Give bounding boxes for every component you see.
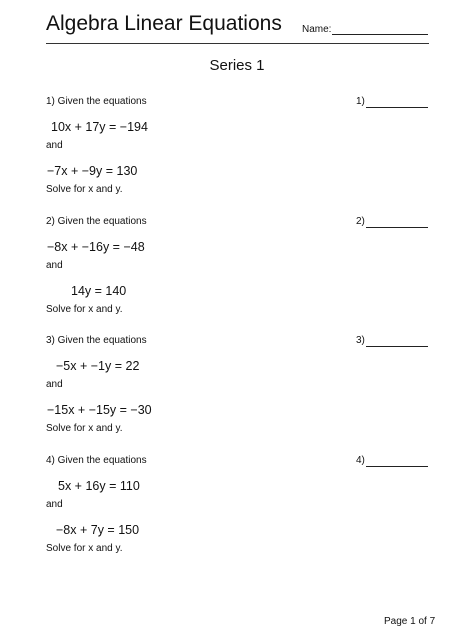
equation-1: 10x + 17y = −194 <box>51 120 148 134</box>
problem-1 <box>0 96 474 206</box>
equation-1: −5x + −1y = 22 <box>56 359 140 373</box>
series-title: Series 1 <box>209 57 265 74</box>
equation-2: −7x + −9y = 130 <box>47 164 138 178</box>
problem-3 <box>0 335 474 445</box>
equation-2: 14y = 140 <box>71 284 127 298</box>
equation-2: −8x + 7y = 150 <box>56 523 140 537</box>
problem-heading: 2) Given the equations <box>46 216 147 227</box>
and-text: and <box>46 260 63 271</box>
answer-line[interactable] <box>366 227 428 228</box>
and-text: and <box>46 140 63 151</box>
page-number: Page 1 of 7 <box>384 616 436 627</box>
solve-instruction: Solve for x and y. <box>46 184 123 195</box>
answer-label: 3) <box>356 335 365 346</box>
answer-label: 4) <box>356 455 365 466</box>
and-text: and <box>46 379 63 390</box>
equation-1: −8x + −16y = −48 <box>47 240 145 254</box>
problem-heading: 3) Given the equations <box>46 335 147 346</box>
and-text: and <box>46 499 63 510</box>
equation-2: −15x + −15y = −30 <box>47 403 152 417</box>
solve-instruction: Solve for x and y. <box>46 543 123 554</box>
name-field-line[interactable] <box>332 34 428 35</box>
problem-heading: 1) Given the equations <box>46 96 147 107</box>
answer-line[interactable] <box>366 466 428 467</box>
answer-label: 2) <box>356 216 365 227</box>
name-label: Name: <box>302 24 332 35</box>
problem-2 <box>0 216 474 326</box>
equation-1: 5x + 16y = 110 <box>58 479 140 493</box>
problem-4 <box>0 455 474 565</box>
answer-line[interactable] <box>366 346 428 347</box>
header-rule <box>46 43 429 44</box>
worksheet-title: Algebra Linear Equations <box>46 12 282 35</box>
solve-instruction: Solve for x and y. <box>46 304 123 315</box>
problem-heading: 4) Given the equations <box>46 455 147 466</box>
answer-label: 1) <box>356 96 365 107</box>
answer-line[interactable] <box>366 107 428 108</box>
solve-instruction: Solve for x and y. <box>46 423 123 434</box>
